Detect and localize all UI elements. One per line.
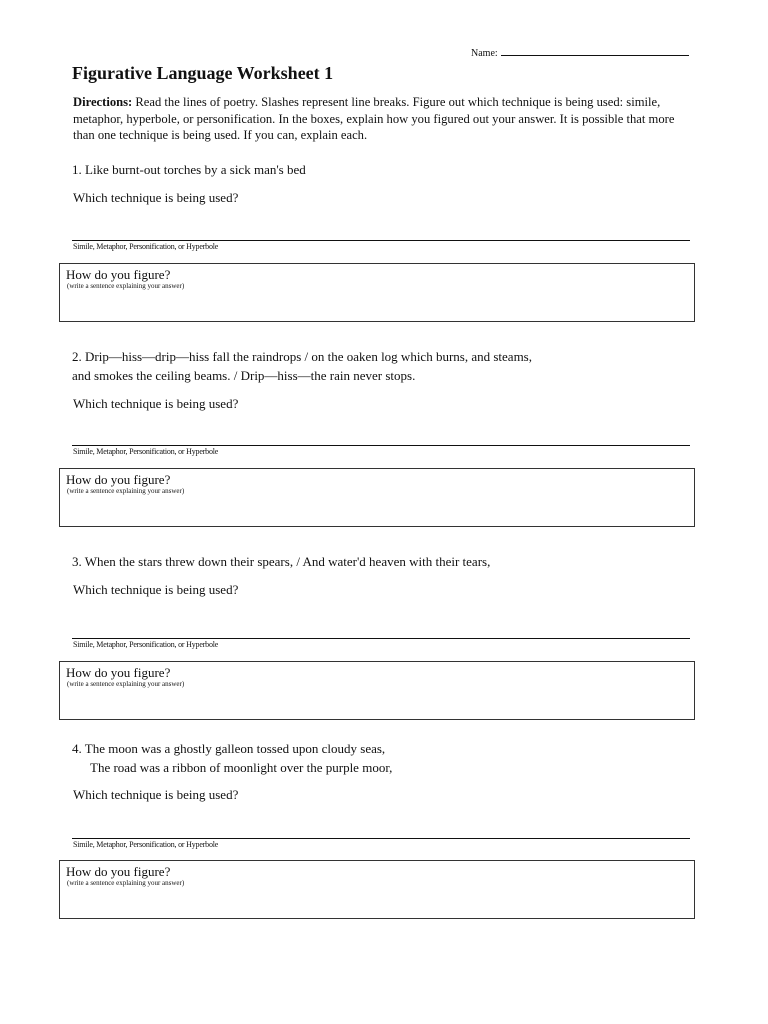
directions-text: Read the lines of poetry. Slashes represent line breaks. Figure out which technique is being used: simile, metaphor, hyperbole, or personification. In the boxes, explain how you figured out your answer. It is possible that more than one technique is being used. If you can, explain each. [73, 95, 675, 142]
explanation-box-subtitle-1: (write a sentence explaining your answer) [67, 282, 185, 290]
which-technique-prompt-3: Which technique is being used? [73, 582, 239, 597]
explanation-box-2[interactable] [59, 468, 695, 527]
explanation-box-subtitle-4: (write a sentence explaining your answer) [67, 879, 185, 887]
name-label: Name: [471, 48, 498, 59]
explanation-box-1[interactable] [59, 263, 695, 322]
choices-caption-4: Simile, Metaphor, Personification, or Hyperbole [73, 840, 219, 849]
name-blank-line[interactable] [501, 46, 689, 56]
explanation-box-4[interactable] [59, 860, 695, 919]
which-technique-prompt-4: Which technique is being used? [73, 787, 239, 802]
question-2-line-1: 2. Drip—hiss—drip—hiss fall the raindrops / on the oaken log which burns, and steams, [72, 349, 532, 364]
question-2 [72, 347, 692, 385]
question-3-line-1: 3. When the stars threw down their spears, / And water'd heaven with their tears, [72, 554, 491, 569]
explanation-box-subtitle-3: (write a sentence explaining your answer) [67, 680, 185, 688]
choices-caption-2: Simile, Metaphor, Personification, or Hyperbole [73, 447, 219, 456]
question-1-line-1: 1. Like burnt-out torches by a sick man's bed [72, 162, 306, 177]
name-field[interactable] [471, 46, 689, 59]
question-1 [72, 160, 692, 179]
explanation-box-title-1: How do you figure? [66, 267, 171, 282]
question-3 [72, 552, 692, 571]
explanation-box-title-2: How do you figure? [66, 472, 171, 487]
question-4-line-1: 4. The moon was a ghostly galleon tossed upon cloudy seas, [72, 741, 386, 756]
technique-answer-line-3[interactable] [72, 638, 690, 639]
explanation-box-subtitle-2: (write a sentence explaining your answer) [67, 487, 185, 495]
explanation-box-title-4: How do you figure? [66, 864, 171, 879]
technique-answer-line-4[interactable] [72, 838, 690, 839]
which-technique-prompt-2: Which technique is being used? [73, 396, 239, 411]
explanation-box-title-3: How do you figure? [66, 665, 171, 680]
worksheet-title: Figurative Language Worksheet 1 [72, 63, 334, 83]
question-4-line-2: The road was a ribbon of moonlight over the purple moor, [90, 760, 393, 775]
directions-label: Directions: [73, 95, 133, 109]
choices-caption-1: Simile, Metaphor, Personification, or Hyperbole [73, 242, 219, 251]
which-technique-prompt-1: Which technique is being used? [73, 190, 239, 205]
technique-answer-line-1[interactable] [72, 240, 690, 241]
directions [73, 94, 698, 144]
question-4 [72, 739, 692, 777]
technique-answer-line-2[interactable] [72, 445, 690, 446]
question-2-line-2: and smokes the ceiling beams. / Drip—hiss—the rain never stops. [72, 368, 416, 383]
choices-caption-3: Simile, Metaphor, Personification, or Hyperbole [73, 640, 219, 649]
explanation-box-3[interactable] [59, 661, 695, 720]
